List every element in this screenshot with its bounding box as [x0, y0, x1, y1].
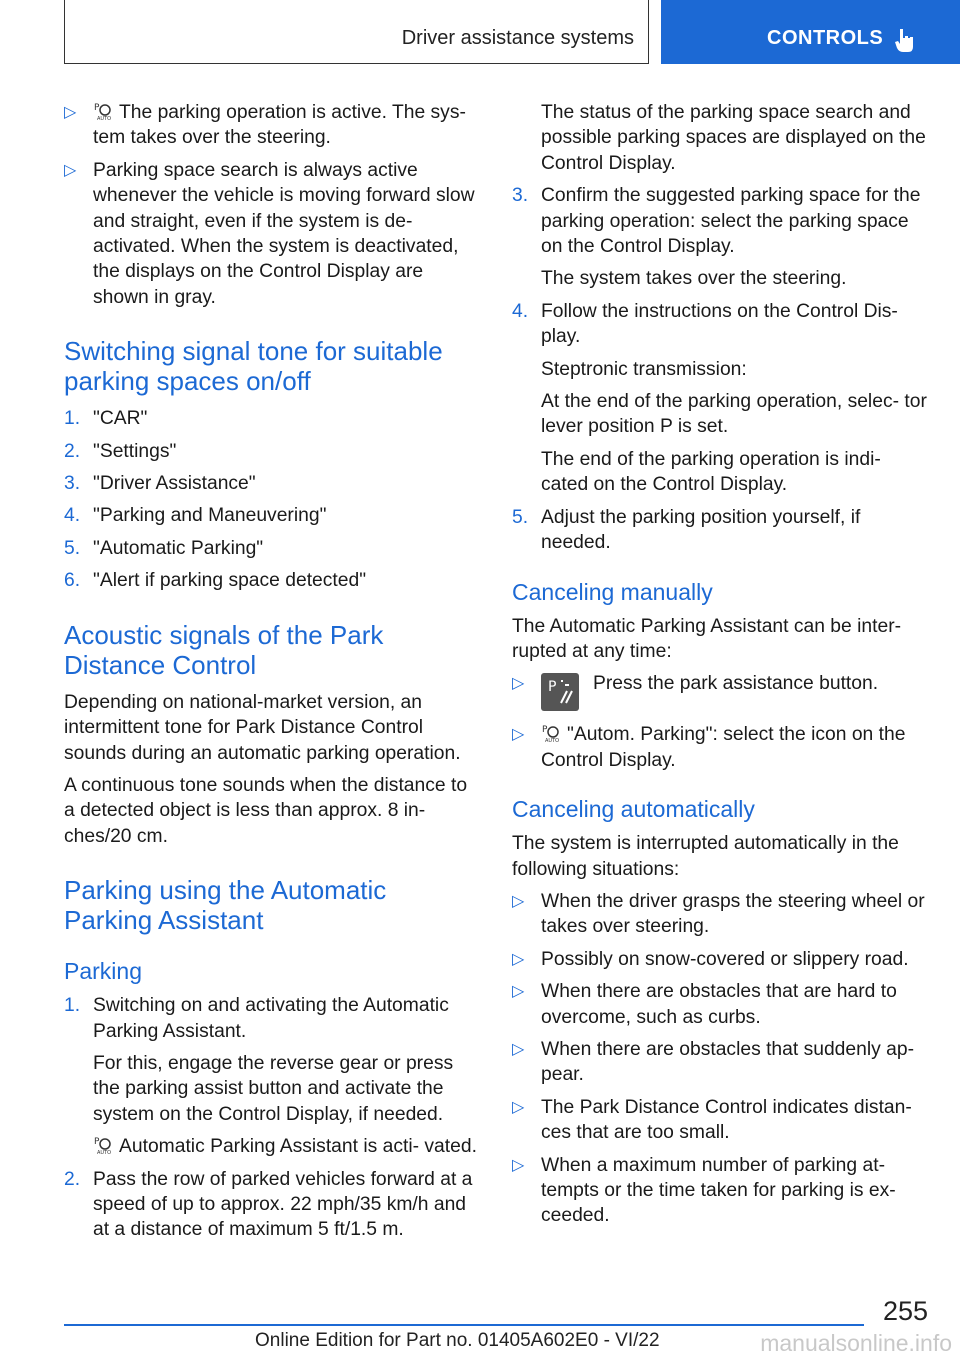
bullet-marker: ▷ [512, 950, 525, 968]
bullet-text: When there are obstacles that suddenly ap‐ pear. [541, 1038, 914, 1086]
step-number: 5. [512, 506, 529, 528]
step-text: Pass the row of parked vehicles forward at a speed of up to approx. 22 mph/35 km/h and at a distance of maximum 5 ft/1.5 m. [93, 1168, 473, 1241]
step-text: "Driver Assistance" [93, 473, 256, 495]
step-detail: At the end of the parking operation, selec‐ tor lever position P is set. [541, 391, 927, 438]
heading-acoustic-signals: Acoustic signals of the Park Distance Control [64, 619, 384, 680]
list-item [64, 471, 480, 496]
step-detail: The end of the parking operation is indi‐ cated on the Control Display. [541, 448, 881, 496]
svg-text:P: P [542, 725, 548, 736]
svg-text:P: P [548, 679, 557, 696]
step-number: 4. [512, 300, 529, 322]
list-item [64, 100, 480, 151]
header-chapter-title: CONTROLS [767, 27, 884, 49]
list-item [64, 158, 480, 310]
list-item [512, 889, 928, 940]
parking-auto-icon [93, 1135, 113, 1155]
footer-edition: Online Edition for Part no. 01405A602E0 - VI/22 [255, 1330, 660, 1351]
list-item [64, 568, 480, 593]
bullet-marker: ▷ [512, 892, 525, 910]
bullet-marker: ▷ [512, 983, 525, 1001]
step-number: 4. [64, 505, 81, 527]
step-detail: The status of the parking space search and possible parking spaces are displayed on the Control Display. [541, 102, 926, 174]
list-item [64, 439, 480, 464]
step-text: "Automatic Parking" [93, 537, 264, 559]
list-item [512, 1037, 928, 1088]
bullet-text: Possibly on snow-covered or slippery road. [541, 948, 909, 970]
step-text: "Alert if parking space detected" [93, 570, 367, 592]
bullet-text: "Autom. Parking": select the icon on the Control Display. [541, 724, 906, 771]
bullet-text: When the driver grasps the steering wheel or takes over steering. [541, 890, 925, 938]
bullet-text: When there are obstacles that are hard to overcome, such as curbs. [541, 981, 897, 1028]
svg-text:AUTO: AUTO [97, 116, 112, 121]
bullet-text: The parking operation is active. The sys‐ tem takes over the steering. [93, 102, 466, 149]
header-section-title: Driver assistance systems [401, 27, 634, 49]
bullet-marker: ▷ [512, 726, 525, 744]
left-column [64, 100, 480, 1250]
list-item [512, 299, 928, 350]
bullet-marker: ▷ [512, 1040, 525, 1058]
step-number: 1. [64, 995, 81, 1017]
step-text: Adjust the parking position yourself, if needed. [541, 506, 861, 554]
heading-canceling-automatically: Canceling automatically [512, 796, 755, 823]
paragraph: The Automatic Parking Assistant can be inter‐ rupted at any time: [512, 615, 902, 662]
bullet-marker: ▷ [512, 1156, 525, 1174]
step-detail: For this, engage the reverse gear or press the parking assist button and activate the system on the Control Display, if needed. [93, 1052, 454, 1125]
step-detail: The system takes over the steering. [541, 268, 847, 290]
step-number: 3. [512, 185, 529, 207]
list-item [512, 505, 928, 556]
watermark: manualsonline.info [760, 1330, 952, 1356]
step-text: "Settings" [93, 440, 177, 462]
step-detail-text: Automatic Parking Assistant is acti‐ vated. [119, 1136, 477, 1158]
bullet-text: Parking space search is always active whenever the vehicle is moving forward slow and straight, even if the system is de‐ activated. When the system is deactivated, the displays on the Control Display are shown in gray. [93, 159, 475, 308]
list-item [512, 183, 928, 259]
svg-text:P: P [94, 1137, 100, 1148]
paragraph: The system is interrupted automatically in the following situations: [512, 833, 899, 880]
svg-text:AUTO: AUTO [545, 738, 560, 744]
heading-switching-signal-tone: Switching signal tone for suitable parking spaces on/off [64, 336, 443, 397]
parking-auto-icon [541, 723, 561, 743]
svg-text:P: P [94, 103, 100, 113]
bullet-marker: ▷ [512, 1098, 525, 1116]
bullet-marker: ▷ [512, 675, 525, 693]
list-item [64, 536, 480, 561]
bullet-text: The Park Distance Control indicates distan‐ ces that are too small. [541, 1096, 912, 1144]
list-item [512, 979, 928, 1030]
step-text: "Parking and Maneuvering" [93, 505, 327, 527]
heading-parking-using: Parking using the Automatic Parking Assistant [64, 875, 387, 936]
step-text: "CAR" [93, 408, 148, 430]
bullet-text: Press the park assistance button. [593, 673, 879, 695]
step-number: 2. [64, 1168, 81, 1190]
list-item [64, 503, 480, 528]
step-number: 2. [64, 440, 81, 462]
step-text: Follow the instructions on the Control Dis‐ play. [541, 300, 898, 348]
step-number: 3. [64, 473, 81, 495]
header-section-box [64, 0, 649, 64]
paragraph: A continuous tone sounds when the distance to a detected object is less than approx. 8 in‐ ches/20 cm. [64, 774, 468, 847]
step-detail [64, 1134, 480, 1159]
step-number: 6. [64, 570, 81, 592]
list-item [512, 671, 928, 715]
list-item [512, 1153, 928, 1229]
bullet-marker: ▷ [64, 104, 77, 121]
list-item [512, 1095, 928, 1146]
heading-canceling-manually: Canceling manually [512, 578, 713, 605]
step-detail: Steptronic transmission: [541, 358, 747, 380]
parking-auto-icon [93, 101, 113, 121]
settings-steps [64, 406, 480, 593]
list-item [512, 947, 928, 972]
step-number: 5. [64, 537, 81, 559]
park-assist-button-icon [541, 673, 579, 711]
footer-divider [64, 1324, 864, 1326]
heading-parking: Parking [64, 958, 142, 985]
step-text: Switching on and activating the Automatic Parking Assistant. [93, 995, 449, 1042]
bullet-text: When a maximum number of parking at‐ tempts or the time taken for parking is ex‐ ceeded. [541, 1154, 896, 1227]
svg-text:AUTO: AUTO [97, 1150, 112, 1156]
list-item [64, 1167, 480, 1243]
paragraph: Depending on national-market version, an intermittent tone for Park Distance Control sounds during an automatic parking operation. [64, 691, 461, 764]
header-chapter-tab [661, 0, 960, 64]
hand-pointer-icon [894, 27, 916, 53]
list-item [64, 406, 480, 431]
list-item [64, 993, 480, 1044]
step-text: Confirm the suggested parking space for the parking operation: select the parking space on the Control Display. [541, 185, 921, 258]
bullet-marker: ▷ [64, 161, 77, 179]
right-column [512, 100, 928, 1236]
step-number: 1. [64, 408, 81, 430]
list-item [512, 722, 928, 773]
page-number: 255 [882, 1296, 928, 1326]
